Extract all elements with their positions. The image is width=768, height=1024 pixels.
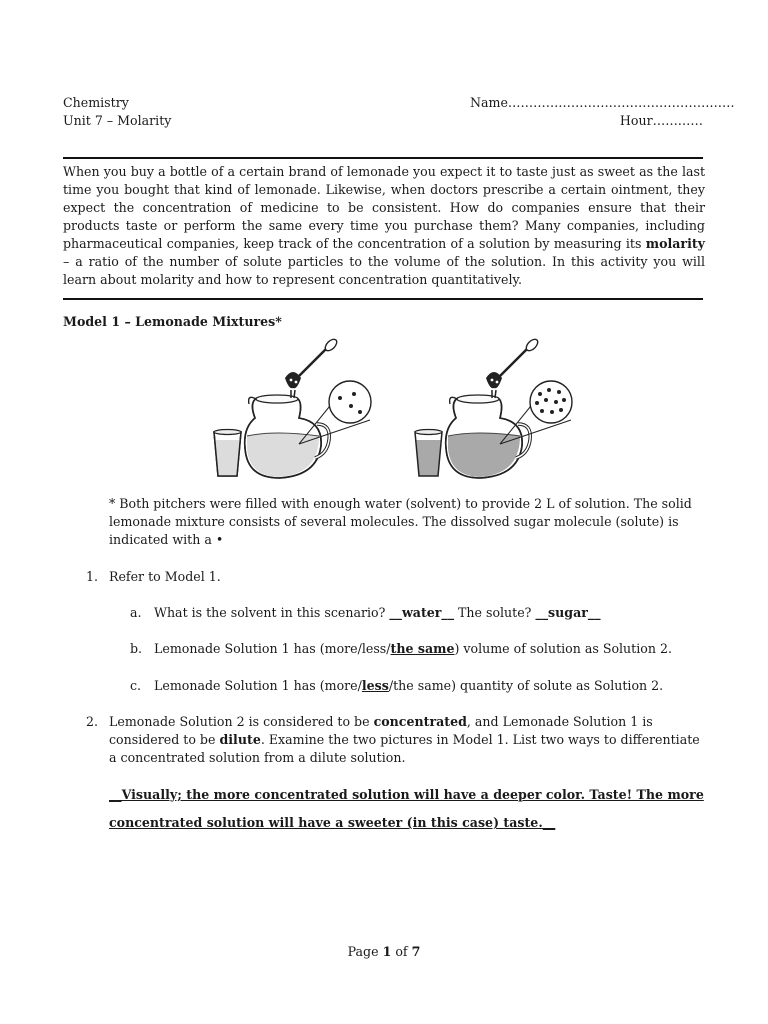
q1b-text xyxy=(154,640,672,658)
solution-2-group xyxy=(415,337,572,478)
q2-bold-concentrated: concentrated xyxy=(373,714,467,729)
q1a-answer-solute: __sugar__ xyxy=(535,605,601,620)
bottom-divider xyxy=(63,298,703,300)
intro-text-after: – a ratio of the number of solute particles to the volume of the solution. In this activity you will learn about molarity and how to represent concentration quantitatively. xyxy=(63,254,705,287)
glass-2-icon xyxy=(415,430,442,477)
spoon-2-icon xyxy=(486,337,540,398)
intro-bold-molarity: molarity xyxy=(645,236,705,251)
q2-answer-line-1: __Visually; the more concentrated solution will have a deeper color. Taste! The more xyxy=(109,787,704,802)
q1-text: Refer to Model 1. xyxy=(109,569,221,584)
q1c-text xyxy=(154,677,663,695)
subject-label: Chemistry xyxy=(63,95,129,110)
q1c-selected-option: less xyxy=(361,678,389,693)
q1a-part1: What is the solvent in this scenario? xyxy=(154,605,390,620)
glass-1-icon xyxy=(214,430,241,477)
q2-line-1 xyxy=(109,713,653,731)
model-note-line-2: lemonade mixture consists of several molecules. The dissolved sugar molecule (solute) is xyxy=(109,514,679,529)
q1b-options: more/less/ xyxy=(324,641,391,656)
q1c-letter: c. xyxy=(130,678,142,693)
q1b-letter: b. xyxy=(130,641,143,656)
model-note-line-3: indicated with a • xyxy=(109,532,224,547)
q2-line1-b: , and Lemonade Solution 1 is xyxy=(466,714,653,729)
q1b-part1: Lemonade Solution 1 has ( xyxy=(154,641,325,656)
q1a-answer-solvent: __water__ xyxy=(389,605,455,620)
footer-of-word: of xyxy=(391,944,412,959)
q1a-letter: a. xyxy=(130,605,142,620)
hour-field: Hour………… xyxy=(619,113,703,128)
intro-text-before: When you buy a bottle of a certain brand of lemonade you expect it to taste just as sweet as the last time you bought that kind of lemonade. Likewise, when doctors prescribe a certain ointment, they expect the concentration of medicine to be consistent. How do companies ensure that their products taste or perform the same every time you purchase them? Many companies, including pharmaceutical companies, keep track of the concentration of a solution by measuring its xyxy=(63,164,705,251)
q2-number: 2. xyxy=(86,714,99,729)
pitcher-1-icon xyxy=(245,395,330,478)
spoon-1-icon xyxy=(285,337,339,398)
model-title: Model 1 – Lemonade Mixtures* xyxy=(63,314,282,329)
q2-answer-line-2: concentrated solution will have a sweeter (in this case) taste.__ xyxy=(109,815,556,830)
q1-number: 1. xyxy=(86,569,99,584)
solution-1-group xyxy=(214,337,371,478)
model-note-line-1: * Both pitchers were filled with enough water (solvent) to provide 2 L of solution. The solid xyxy=(109,496,692,511)
q2-line2-a: considered to be xyxy=(109,732,220,747)
q2-line-3: a concentrated solution from a dilute solution. xyxy=(109,750,406,765)
q2-line2-b: . Examine the two pictures in Model 1. List two ways to differentiate xyxy=(260,732,700,747)
q1a-part2: The solute? xyxy=(454,605,536,620)
page-footer xyxy=(0,943,768,961)
q1c-option-same: /the same xyxy=(388,678,452,693)
footer-page-word: Page xyxy=(347,944,383,959)
q1b-selected-option: the same xyxy=(390,641,455,656)
q1c-part2: ) quantity of solute as Solution 2. xyxy=(451,678,664,693)
q2-line-2 xyxy=(109,731,700,749)
lemonade-illustration xyxy=(205,336,595,486)
q1c-option-more: more/ xyxy=(324,678,362,693)
intro-paragraph xyxy=(63,163,705,289)
q1a-text xyxy=(154,604,601,622)
name-field: Name……………………………………………… xyxy=(470,95,735,110)
footer-page-number: 1 xyxy=(382,944,392,959)
footer-page-total: 7 xyxy=(411,944,421,959)
q1b-part2: ) volume of solution as Solution 2. xyxy=(454,641,672,656)
pitcher-2-icon xyxy=(446,395,531,478)
unit-label: Unit 7 – Molarity xyxy=(63,113,172,128)
q2-line1-a: Lemonade Solution 2 is considered to be xyxy=(109,714,374,729)
top-divider xyxy=(63,157,703,159)
q2-bold-dilute: dilute xyxy=(219,732,261,747)
q1c-part1: Lemonade Solution 1 has ( xyxy=(154,678,325,693)
